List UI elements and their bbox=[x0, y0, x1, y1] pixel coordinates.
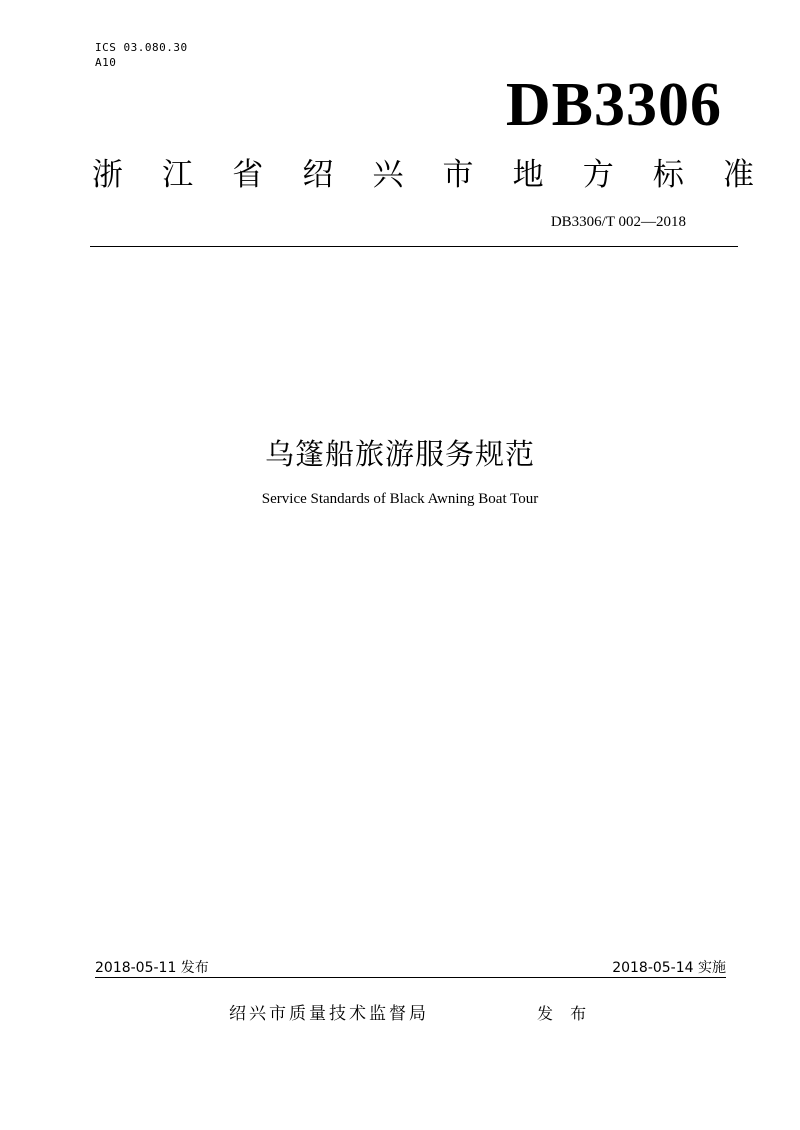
category-code: A10 bbox=[95, 56, 117, 69]
standard-code: DB3306 bbox=[505, 71, 722, 139]
ics-code: ICS 03.080.30 bbox=[95, 41, 188, 54]
standard-title-char: 省 bbox=[232, 157, 264, 193]
document-subtitle: Service Standards of Black Awning Boat Tour bbox=[261, 491, 539, 507]
document-title: 乌篷船旅游服务规范 bbox=[264, 437, 535, 471]
standard-title-char: 准 bbox=[722, 157, 754, 193]
standard-number: DB3306/T 002—2018 bbox=[550, 214, 686, 230]
footer-divider bbox=[95, 977, 726, 978]
issuer-name: 绍兴市质量技术监督局 bbox=[229, 1004, 429, 1024]
header-divider bbox=[90, 246, 738, 247]
standard-title-char: 方 bbox=[582, 157, 614, 193]
implement-date: 2018-05-14 实施 bbox=[612, 960, 726, 976]
classification-block bbox=[95, 40, 188, 70]
issuer-action: 发 布 bbox=[537, 1004, 593, 1023]
standard-title-char: 兴 bbox=[372, 157, 404, 193]
standard-title-char: 江 bbox=[162, 157, 194, 193]
standard-title-char: 绍 bbox=[302, 157, 334, 193]
standard-title-char: 市 bbox=[442, 157, 474, 193]
standard-title-char: 浙 bbox=[92, 157, 123, 193]
standard-title bbox=[92, 155, 754, 195]
publish-date: 2018-05-11 发布 bbox=[95, 960, 209, 976]
standard-title-char: 标 bbox=[652, 157, 684, 193]
standard-title-char: 地 bbox=[512, 157, 544, 193]
